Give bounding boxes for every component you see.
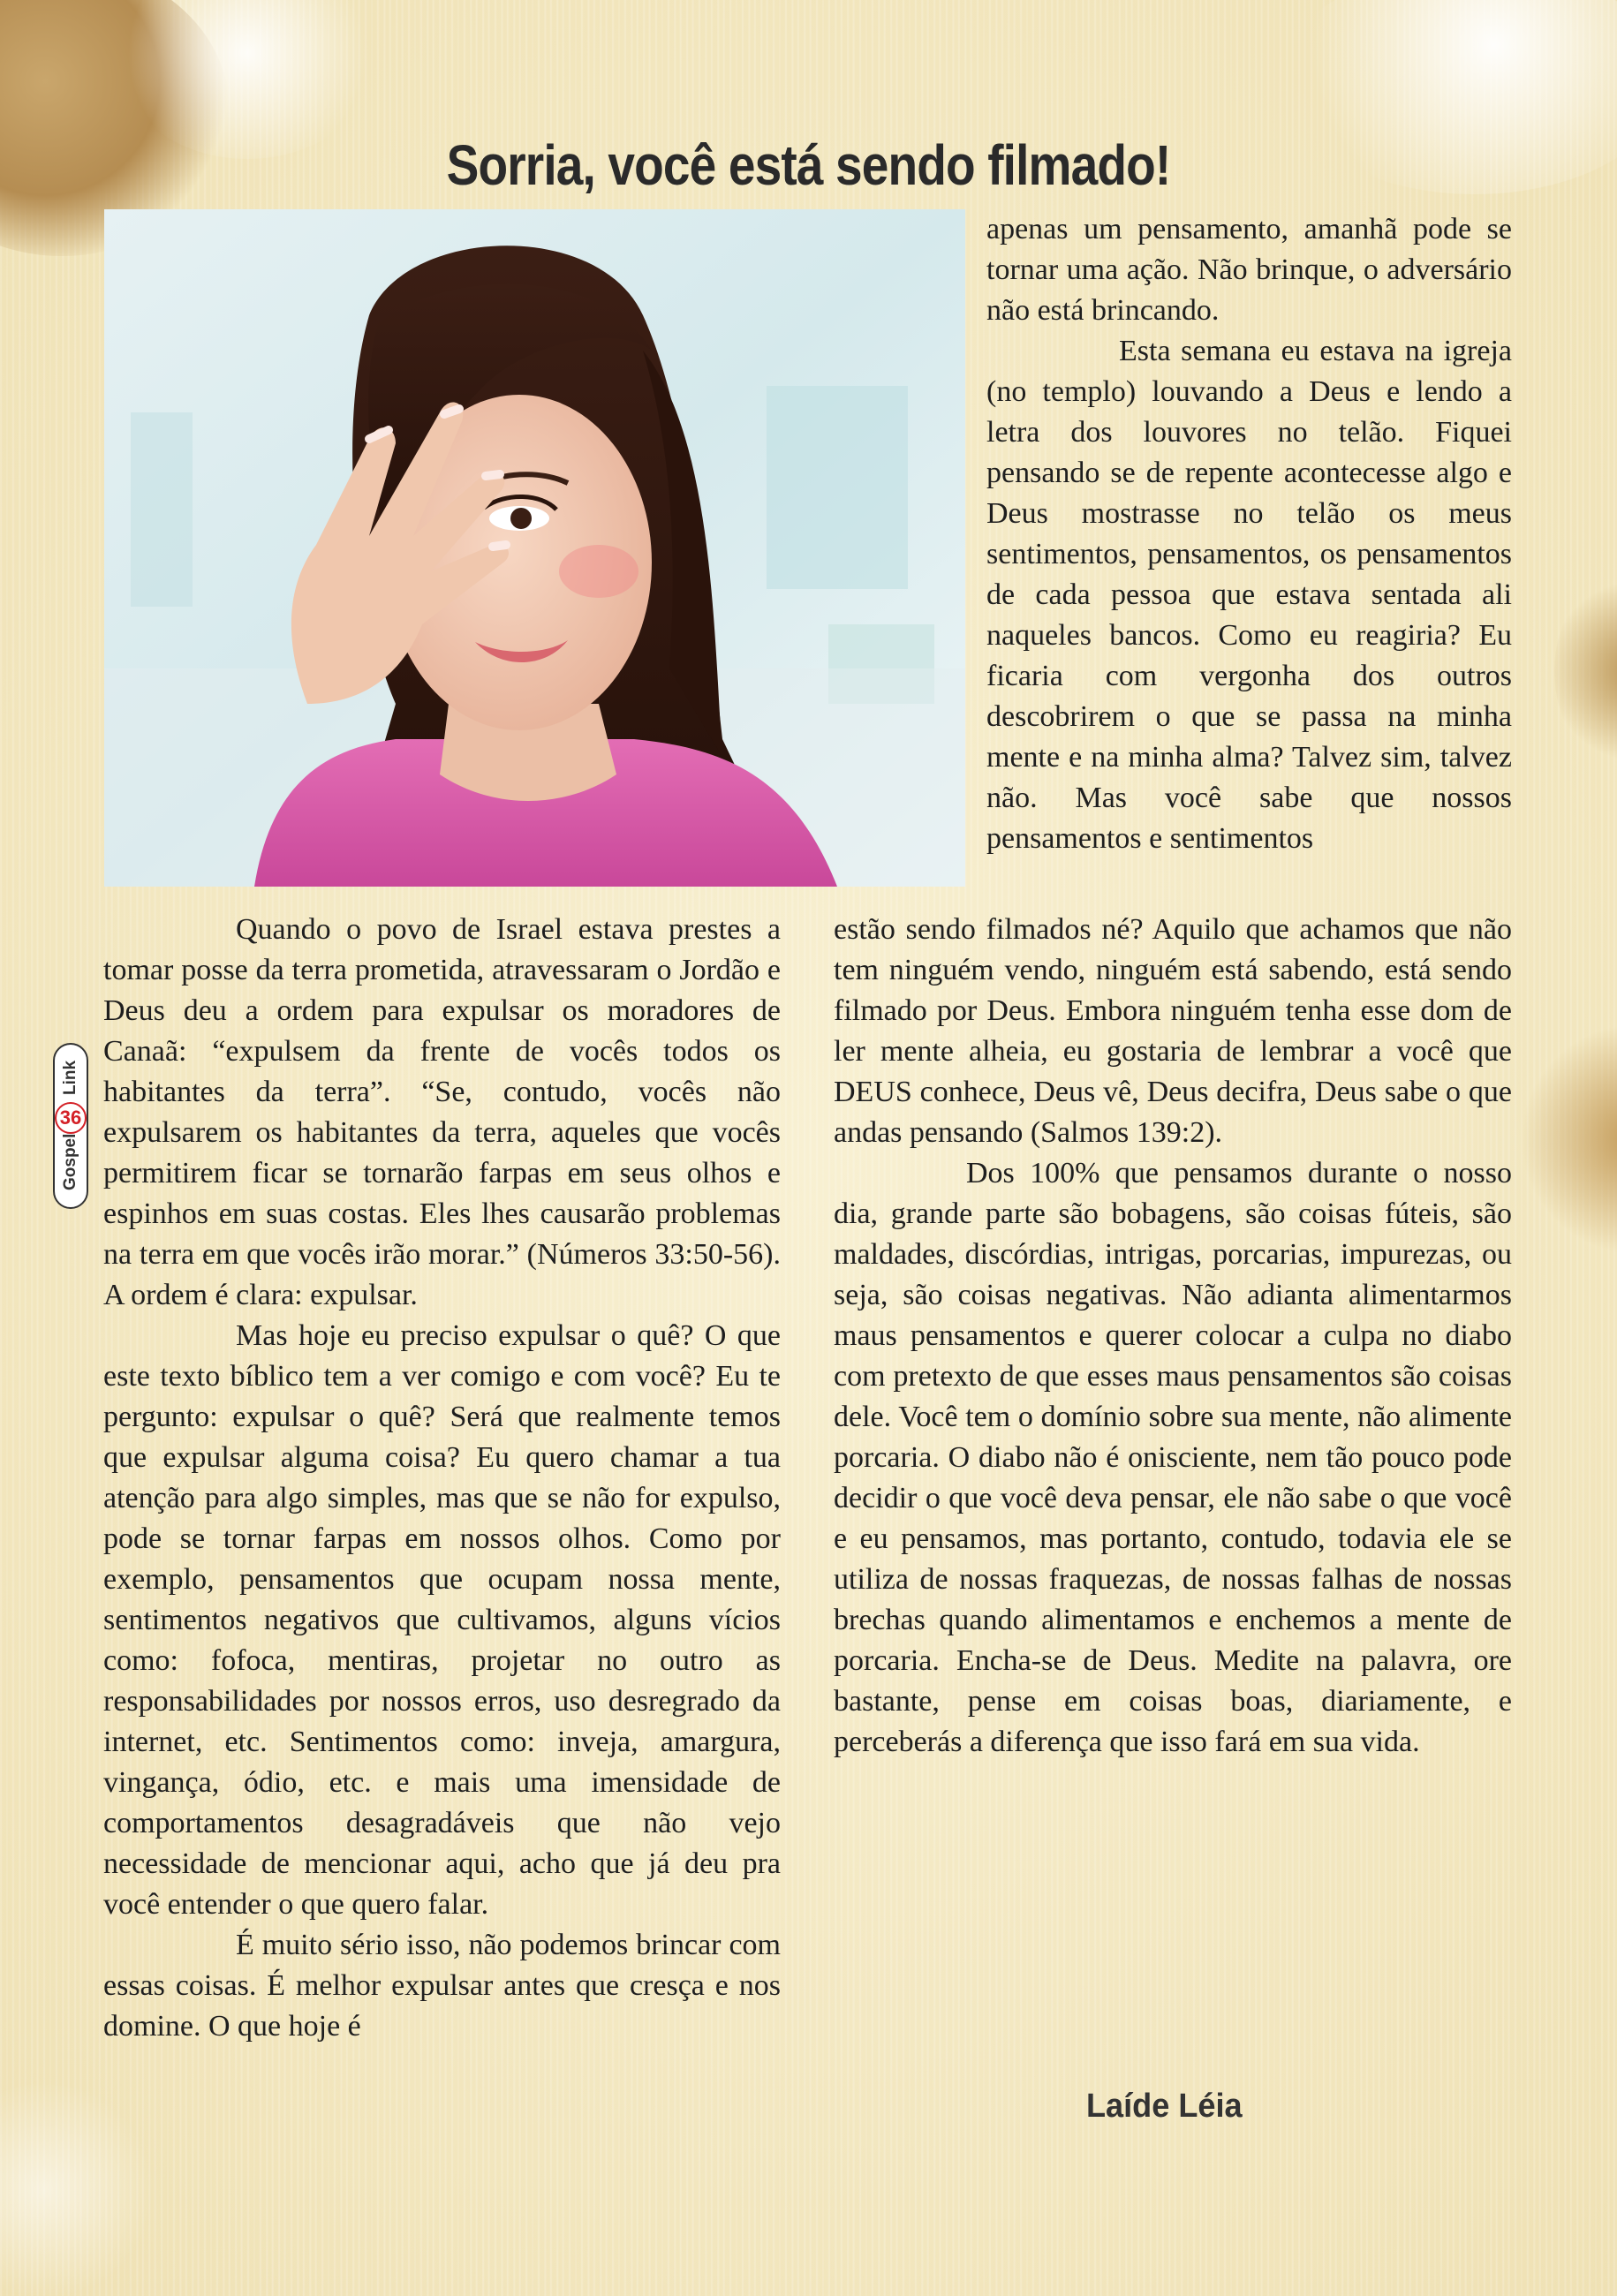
paragraph: estão sendo filmados né? Aquilo que achamos que não tem ninguém vendo, ninguém está sabendo, está sendo filmado por Deus. Embora ninguém tenha esse dom de ler mente alheia, eu gostaria de lembrar a você que DEUS conhece, Deus vê, Deus decifra, Deus sabe o que andas pensando (Salmos 139:2). (834, 913, 1512, 1149)
paragraph: É muito sério isso, não podemos brincar com essas coisas. É melhor expulsar antes que cresça e nos domine. O que hoje é (103, 1929, 781, 2043)
article-column-right (834, 910, 1512, 1763)
decorative-blob (1519, 1024, 1617, 1254)
paragraph: apenas um pensamento, amanhã pode se tornar uma ação. Não brinque, o adversário não está brincando. (986, 213, 1512, 327)
article-column-left (103, 910, 781, 2047)
magazine-page-tab (49, 1042, 93, 1210)
article-photo (104, 209, 965, 887)
paragraph: Mas hoje eu preciso expulsar o quê? O que este texto bíblico tem a ver comigo e com você? Eu te pergunto: expulsar o quê? Será que realmente temos que expulsar alguma coisa? Eu quero chamar a tua atenção para algo simples, mas que se não for expulso, pode se tornar farpas em nossos olhos. Como por exemplo, pensamentos que ocupam nossa mente, sentimentos negativos que cultivamos, alguns vícios como: fofoca, mentiras, projetar no outro as responsabilidades por nossos erros, uso desregrado da internet, etc. Sentimentos como: inveja, amargura, vingança, ódio, etc. e mais uma imensidade de comportamentos desagradáveis que não vejo necessidade de mencionar aqui, acho que já deu pra você entender o que quero falar. (103, 1319, 781, 1921)
paragraph: Quando o povo de Israel estava prestes a tomar posse da terra prometida, atravessaram o Jordão e Deus deu a ordem para expulsar os moradores de Canaã: “expulsem da frente de vocês todos os habitantes da terra”. “Se, contudo, vocês não expulsarem os habitantes da terra, aqueles que vocês permitirem ficar se tornarão farpas em seus olhos e espinhos em suas costas. Eles lhes causarão problemas na terra em que vocês irão morar.” (Números 33:50-56). A ordem é clara: expulsar. (103, 913, 781, 1311)
decorative-blob (1554, 574, 1617, 768)
decorative-blob (0, 2084, 159, 2296)
article-column-top-right (986, 209, 1512, 859)
paragraph: Dos 100% que pensamos durante o nosso dia, grande parte são bobagens, são coisas fúteis, são maldades, discórdias, intrigas, porcarias, impurezas, ou seja, são coisas negativas. Não adianta alimentarmos maus pensamentos e querer colocar a culpa no diabo com pretexto de que esses maus pensamentos são coisas dele. Você tem o domínio sobre sua mente, não alimente porcaria. O diabo não é onisciente, nem tão pouco pode decidir o que você deva pensar, ele não sabe o que você e eu pensamos, mas portanto, contudo, todavia ele se utiliza de nossas fraquezas, de nossas falhas de nossas brechas quando alimentamos e enchemos a mente de porcaria. Encha-se de Deus. Medite na palavra, ore bastante, pense em coisas boas, diariamente, e perceberás a diferença que isso fará em sua vida. (834, 1157, 1512, 1758)
page-number: 36 (59, 1106, 82, 1129)
author-byline: Laíde Léia (1086, 2088, 1243, 2125)
paragraph: Esta semana eu estava na igreja (no templo) louvando a Deus e lendo a letra dos louvores no telão. Fiquei pensando se de repente acontecesse algo e Deus mostrasse no telão os meus sentimentos, pensamentos, os pensamentos de cada pessoa que estava sentada ali naqueles bancos. Como eu reagiria? Eu ficaria com vergonha dos outros descobrirem o que se passa na minha mente e na minha alma? Talvez sim, talvez não. Mas você sabe que nossos pensamentos e sentimentos (986, 335, 1512, 855)
article-title: Sorria, você está sendo filmado! (446, 133, 1171, 197)
brand-word-gospel: Gospel (61, 1133, 80, 1190)
brand-word-link: Link (61, 1060, 80, 1095)
